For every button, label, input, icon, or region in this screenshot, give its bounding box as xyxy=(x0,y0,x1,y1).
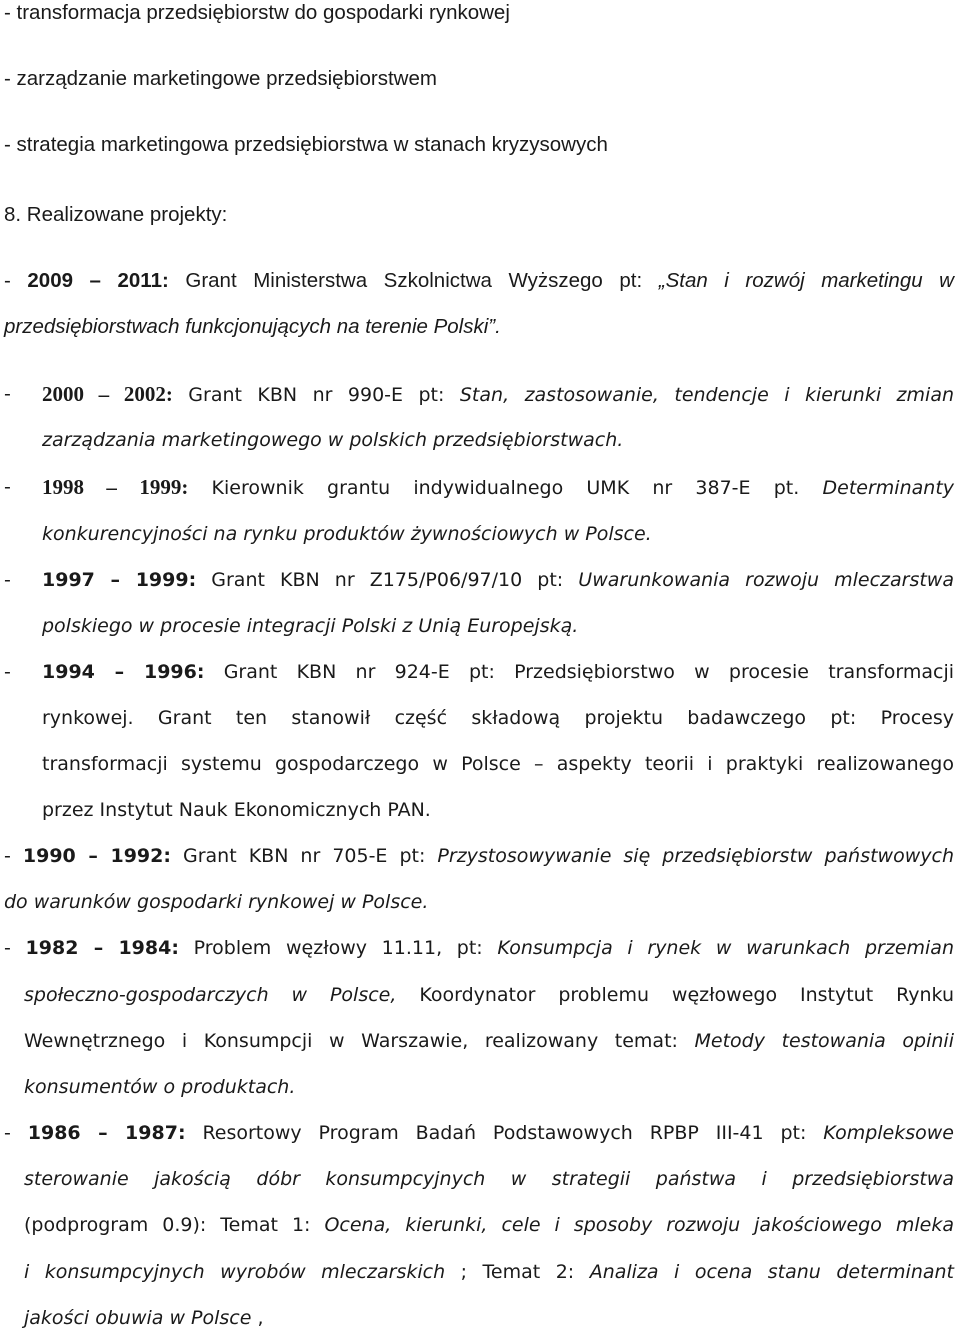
project-text: Wewnętrznego i Konsumpcji w Warszawie, realizowany temat: xyxy=(24,1030,678,1052)
dash: - xyxy=(4,937,11,959)
project-1982-line2 xyxy=(24,982,954,1008)
project-title: społeczno-gospodarczych w Polsce, xyxy=(24,984,397,1006)
project-1990-line1 xyxy=(4,843,954,869)
project-title: konsumentów o produktach. xyxy=(24,1076,296,1098)
list-item: - zarządzanie marketingowe przedsiębiorstwem xyxy=(4,67,437,90)
project-text: transformacji systemu gospodarczego w Polsce – aspekty teorii i praktyki realizowanego xyxy=(42,753,954,775)
project-text: , xyxy=(257,1307,264,1329)
project-title: Konsumpcja i rynek w warunkach przemian xyxy=(497,937,954,959)
project-1998-line1 xyxy=(42,474,954,501)
project-title: Przystosowywanie się przedsiębiorstw państwowych xyxy=(437,845,954,867)
project-title: polskiego w procesie integracji Polski z Unią Europejską. xyxy=(42,615,579,637)
project-1986-line1 xyxy=(4,1120,954,1146)
project-years: 2000 – 2002: xyxy=(42,382,173,406)
project-text: Grant KBN nr 705-E pt: xyxy=(183,845,426,867)
project-text: (podprogram 0.9): Temat 1: xyxy=(24,1214,311,1236)
list-item: - strategia marketingowa przedsiębiorstwa w stanach kryzysowych xyxy=(4,133,608,156)
project-2000-line1 xyxy=(42,381,954,408)
project-title: Analiza i ocena stanu determinant xyxy=(589,1261,954,1283)
project-text: Grant KBN nr 924-E pt: Przedsiębiorstwo w procesie transformacji xyxy=(223,661,955,683)
project-text: Koordynator problemu węzłowego Instytut Rynku xyxy=(419,984,954,1006)
dash: - xyxy=(4,476,11,498)
project-2009-line1 xyxy=(4,268,954,294)
project-text: Resortowy Program Badań Podstawowych RPBP III-41 pt: xyxy=(202,1122,807,1144)
dash: - xyxy=(4,661,11,683)
project-1997-line1 xyxy=(42,567,954,593)
project-text: rynkowej. Grant ten stanowił część składową projektu badawczego pt: Procesy xyxy=(42,707,954,729)
section-heading: 8. Realizowane projekty: xyxy=(4,203,228,226)
dash: - xyxy=(4,383,11,405)
project-title: jakości obuwia w Polsce xyxy=(24,1307,252,1329)
project-text: Problem węzłowy 11.11, pt: xyxy=(193,937,483,959)
project-1986-line3 xyxy=(24,1212,954,1238)
project-title: Uwarunkowania rozwoju mleczarstwa xyxy=(578,569,954,591)
project-title: Determinanty xyxy=(822,477,955,499)
project-title: Metody testowania opinii xyxy=(694,1030,954,1052)
project-text: Kierownik grantu indywidualnego UMK nr 387-E pt. xyxy=(211,477,800,499)
project-text: Grant KBN nr 990-E pt: xyxy=(188,384,445,406)
project-years: 1994 – 1996: xyxy=(42,661,205,683)
project-title: konkurencyjności na rynku produktów żywnościowych w Polsce. xyxy=(42,523,652,545)
project-text: przez Instytut Nauk Ekonomicznych PAN. xyxy=(42,799,431,821)
project-title: i konsumpcyjnych wyrobów mleczarskich xyxy=(24,1261,446,1283)
project-1982-line1 xyxy=(4,935,954,961)
project-years: 1990 – 1992: xyxy=(22,845,171,867)
project-title: sterowanie jakością dóbr konsumpcyjnych w strategii państwa i przedsiębiorstwa xyxy=(24,1168,954,1190)
project-years: 2009 – 2011: xyxy=(27,269,169,292)
project-title: zarządzania marketingowego w polskich przedsiębiorstwach. xyxy=(42,429,624,451)
project-years: 1986 – 1987: xyxy=(27,1122,186,1144)
project-years: 1982 – 1984: xyxy=(25,937,179,959)
project-text: ; Temat 2: xyxy=(460,1261,575,1283)
project-text: Grant Ministerstwa Szkolnictwa Wyższego pt: xyxy=(185,269,643,292)
project-1982-line3 xyxy=(24,1028,954,1054)
project-title: Ocena, kierunki, cele i sposoby rozwoju jakościowego mleka xyxy=(324,1214,954,1236)
dash: - xyxy=(4,845,11,867)
project-text: Grant KBN nr Z175/P06/97/10 pt: xyxy=(211,569,564,591)
project-title: Kompleksowe xyxy=(823,1122,954,1144)
project-title: Stan, zastosowanie, tendencje i kierunki zmian xyxy=(459,384,954,406)
project-title: „Stan i rozwój marketingu w xyxy=(658,269,954,292)
project-title: do warunków gospodarki rynkowej w Polsce. xyxy=(4,891,429,913)
project-1994-line1 xyxy=(42,659,954,685)
project-years: 1997 – 1999: xyxy=(42,569,197,591)
dash: - xyxy=(4,1122,11,1144)
list-item: - transformacja przedsiębiorstw do gospodarki rynkowej xyxy=(4,1,510,24)
dash: - xyxy=(4,269,11,292)
dash: - xyxy=(4,569,11,591)
project-1986-line4 xyxy=(24,1259,954,1285)
project-title: przedsiębiorstwach funkcjonujących na terenie Polski”. xyxy=(4,315,501,338)
project-years: 1998 – 1999: xyxy=(42,475,189,499)
project-1986-line5 xyxy=(24,1305,264,1331)
